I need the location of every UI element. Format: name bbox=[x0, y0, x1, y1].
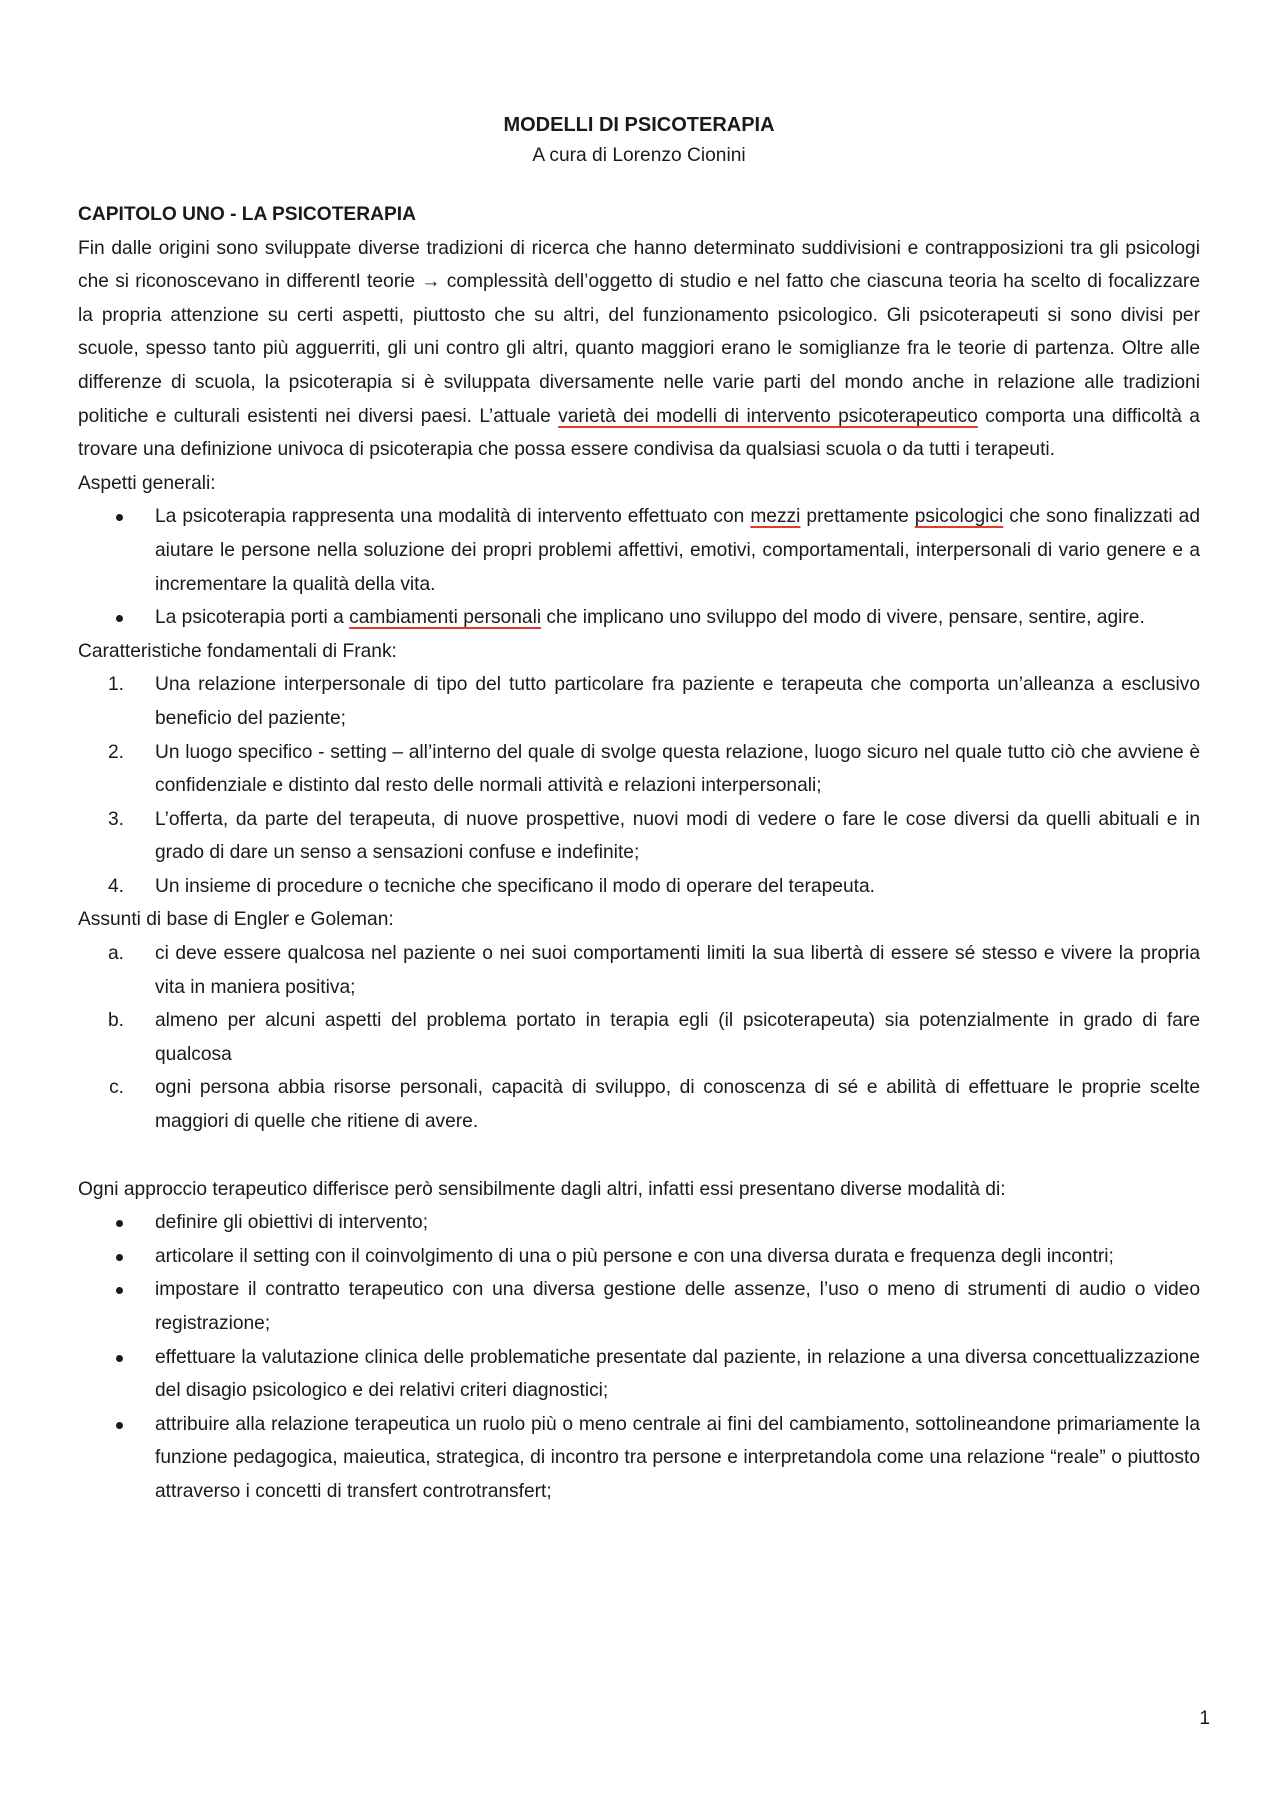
general-aspects-label: Aspetti generali: bbox=[78, 472, 216, 494]
paragraph-gap bbox=[78, 1139, 1200, 1173]
intro-underlined-phrase: varietà dei modelli di intervento psicoterapeutico bbox=[558, 405, 978, 427]
list-item: articolare il setting con il coinvolgimento di una o più persone e con una diversa durata e frequenza degli incontri; bbox=[78, 1240, 1200, 1274]
intro-text-part1: Fin dalle origini sono sviluppate diverse tradizioni di ricerca che hanno determinato suddivisioni e contrapposizioni tra gli psicologi che si riconoscevano in differentI teorie → complessità dell’oggetto di studio e nel fatto che ciascuna teoria ha scelto di focalizzare la propria attenzione su certi aspetti, piuttosto che su altri, del funzionamento psicologico. Gli psicoterapeuti si sono divisi per scuole, spesso tanto più agguerriti, gli uni contro gli altri, quanto maggiori erano le somiglianze fra le teorie di partenza. Oltre alle differenze di scuola, la psicoterapia si è sviluppata diversamente nelle varie parti del mondo anche in relazione alle tradizioni politiche e culturali esistenti nei diversi paesi. L’attuale bbox=[78, 237, 1200, 427]
list-marker: 3. bbox=[107, 808, 124, 830]
engler-label: Assunti di base di Engler e Goleman: bbox=[78, 909, 394, 931]
frank-label: Caratteristiche fondamentali di Frank: bbox=[78, 640, 397, 662]
list-item: a. ci deve essere qualcosa nel paziente o nei suoi comportamenti limiti la sua libertà di essere sé stesso e vivere la propria vita in maniera positiva; bbox=[78, 937, 1200, 1004]
bullet-icon bbox=[116, 1355, 123, 1362]
bullet-icon bbox=[116, 1287, 123, 1294]
bullet-icon bbox=[116, 1254, 123, 1261]
list-item: attribuire alla relazione terapeutica un ruolo più o meno centrale ai fini del cambiamento, sottolineandone primariamente la funzione pedagogica, maieutica, strategica, di incontro tra persone e interpretandola come una relazione “reale” o piuttosto attraverso i concetti di transfert controtransfert; bbox=[78, 1408, 1200, 1509]
bullet-icon bbox=[116, 1422, 123, 1429]
list-item: 3. L’offerta, da parte del terapeuta, di nuove prospettive, nuovi modi di vedere o fare le cose diversi da quelli abituali e in grado di dare un senso a sensazioni confuse e indefinite; bbox=[78, 803, 1200, 870]
list-item: impostare il contratto terapeutico con una diversa gestione delle assenze, l’uso o meno di strumenti di audio o video registrazione; bbox=[78, 1273, 1200, 1340]
engler-list bbox=[78, 937, 1200, 1139]
list-marker: c. bbox=[109, 1077, 124, 1099]
list-marker: 4. bbox=[107, 875, 124, 897]
list-marker: b. bbox=[107, 1010, 124, 1032]
list-marker: 2. bbox=[107, 741, 124, 763]
list-marker: a. bbox=[107, 943, 124, 965]
list-item: 1. Una relazione interpersonale di tipo del tutto particolare fra paziente e terapeuta che comporta un’alleanza a esclusivo beneficio del paziente; bbox=[78, 668, 1200, 735]
list-item: b. almeno per alcuni aspetti del problema portato in terapia egli (il psicoterapeuta) sia potenzialmente in grado di fare qualcosa bbox=[78, 1004, 1200, 1071]
approaches-label: Ogni approccio terapeutico differisce però sensibilmente dagli altri, infatti essi presentano diverse modalità di: bbox=[78, 1178, 1006, 1200]
list-item: La psicoterapia rappresenta una modalità di intervento effettuato con mezzi prettamente psicologici che sono finalizzati ad aiutare le persone nella soluzione dei propri problemi affettivi, emotivi, comportamentali, interpersonali di vario genere e a incrementare la qualità della vita. bbox=[78, 500, 1200, 601]
bullet-icon bbox=[116, 1220, 123, 1227]
document-subtitle: A cura di Lorenzo Cionini bbox=[532, 145, 746, 166]
chapter-heading: CAPITOLO UNO - LA PSICOTERAPIA bbox=[78, 204, 416, 225]
intro-text-part2: comporta una difficoltà a trovare una definizione univoca di psicoterapia che possa essere condivisa da qualsiasi scuola o da tutti i terapeuti. bbox=[78, 405, 1200, 461]
list-item: definire gli obiettivi di intervento; bbox=[78, 1206, 1200, 1240]
list-item: La psicoterapia porti a cambiamenti personali che implicano uno sviluppo del modo di vivere, pensare, sentire, agire. bbox=[78, 601, 1200, 635]
page-number: 1 bbox=[1199, 1708, 1210, 1729]
list-item: effettuare la valutazione clinica delle problematiche presentate dal paziente, in relazione a una diversa concettualizzazione del disagio psicologico e dei relativi criteri diagnostici; bbox=[78, 1341, 1200, 1408]
page-content bbox=[78, 110, 1200, 1509]
underlined-term: mezzi bbox=[750, 506, 801, 528]
document-title: MODELLI DI PSICOTERAPIA bbox=[503, 114, 775, 136]
list-item: 2. Un luogo specifico - setting – all’interno del quale di svolge questa relazione, luogo sicuro nel quale tutto ciò che avviene è confidenziale e distinto dal resto delle normali attività e relazioni interpersonali; bbox=[78, 736, 1200, 803]
list-marker: 1. bbox=[107, 674, 124, 696]
underlined-term: cambiamenti personali bbox=[349, 607, 542, 629]
approaches-list bbox=[78, 1206, 1200, 1508]
list-item: 4. Un insieme di procedure o tecniche che specificano il modo di operare del terapeuta. bbox=[78, 870, 1200, 904]
list-item: c. ogni persona abbia risorse personali, capacità di sviluppo, di conoscenza di sé e abilità di effettuare le proprie scelte maggiori di quelle che ritiene di avere. bbox=[78, 1071, 1200, 1138]
bullet-icon bbox=[116, 615, 123, 622]
general-aspects-list bbox=[78, 500, 1200, 634]
intro-paragraph bbox=[78, 232, 1200, 467]
underlined-term: psicologici bbox=[914, 506, 1004, 528]
frank-list bbox=[78, 668, 1200, 903]
bullet-icon bbox=[116, 514, 123, 521]
